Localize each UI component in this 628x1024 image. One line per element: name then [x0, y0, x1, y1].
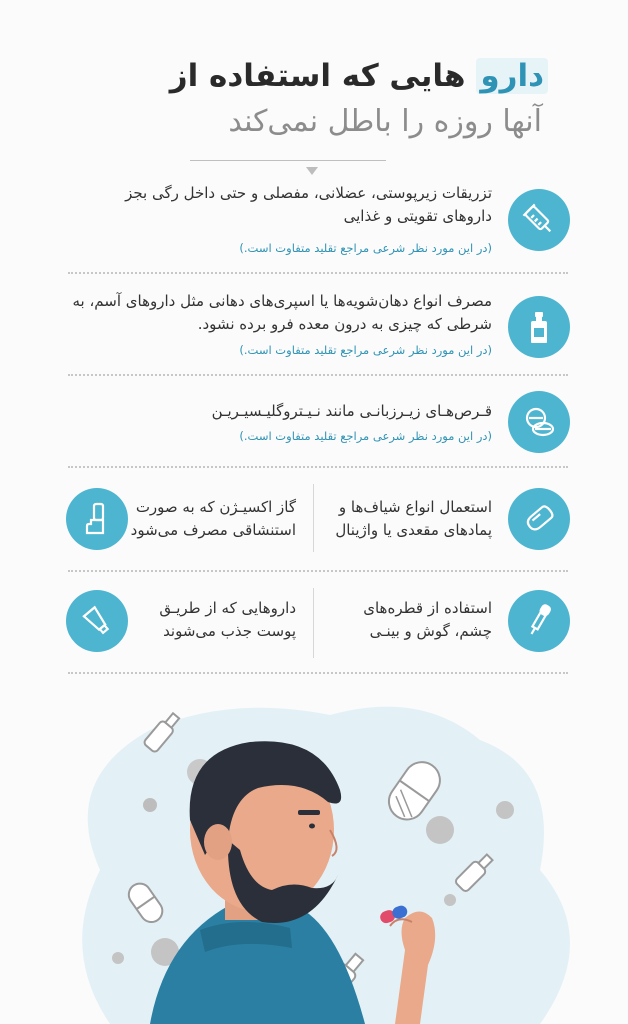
syringe-icon	[508, 189, 570, 251]
decor-circle	[444, 894, 456, 906]
title-rest: هایی که استفاده از	[169, 58, 477, 94]
item-1-text: تزریقات زیرپوستی، عضلانی، مفصلی و حتی داخل رگی بجز داروهای تقویتی و غذایی	[125, 184, 492, 225]
spray-bottle-icon	[508, 296, 570, 358]
header-arrow-icon	[306, 167, 318, 175]
vertical-divider	[313, 588, 314, 658]
pair-2-right-text: استفاده از قطره‌های چشم، گوش و بینـی	[363, 599, 492, 640]
divider	[68, 672, 568, 674]
item-3-note: (در این مورد نظر شرعی مراجع تقلید متفاوت است.)	[239, 429, 492, 443]
header-divider	[190, 160, 386, 161]
item-2-note: (در این مورد نظر شرعی مراجع تقلید متفاوت است.)	[239, 343, 492, 357]
decor-circle	[143, 798, 157, 812]
decor-circle	[112, 952, 124, 964]
eyebrow	[298, 810, 320, 815]
dropper-icon	[508, 590, 570, 652]
divider	[68, 570, 568, 572]
title-line-1	[170, 58, 548, 94]
title-line-2: آنها روزه را باطل نمی‌کند	[228, 104, 542, 139]
tablets-icon	[508, 391, 570, 453]
divider	[68, 374, 568, 376]
item-2-text: مصرف انواع دهان‌شویه‌ها یا اسپری‌های دهانی مثل داروهای آسم، به شرطی که چیزی به درون معده فرو برده نشود.	[72, 292, 492, 333]
pair-1-left-text: گاز اکسیـژن که به صورت استنشاقی مصرف می‌شود	[130, 498, 296, 539]
man-taking-pill-illustration	[0, 690, 628, 1024]
ear	[204, 824, 232, 860]
item-3-text: قـرص‌هـای زیـرزبانـی مانند نـیـتروگلیـسیـریـن	[211, 402, 492, 420]
item-1-note: (در این مورد نظر شرعی مراجع تقلید متفاوت است.)	[239, 241, 492, 255]
suppository-icon	[508, 488, 570, 550]
decor-circle	[426, 816, 454, 844]
eye	[309, 824, 315, 829]
vertical-divider	[313, 484, 314, 552]
title-highlight: دارو	[476, 58, 548, 94]
divider	[68, 466, 568, 468]
divider	[68, 272, 568, 274]
decor-circle	[496, 801, 514, 819]
pair-1-right-text: استعمال انواع شیاف‌ها و پمادهای مقعدی یا واژینال	[335, 498, 492, 539]
pair-2-left-text: داروهایی که از طریـق پوست جذب می‌شوند	[159, 599, 296, 640]
